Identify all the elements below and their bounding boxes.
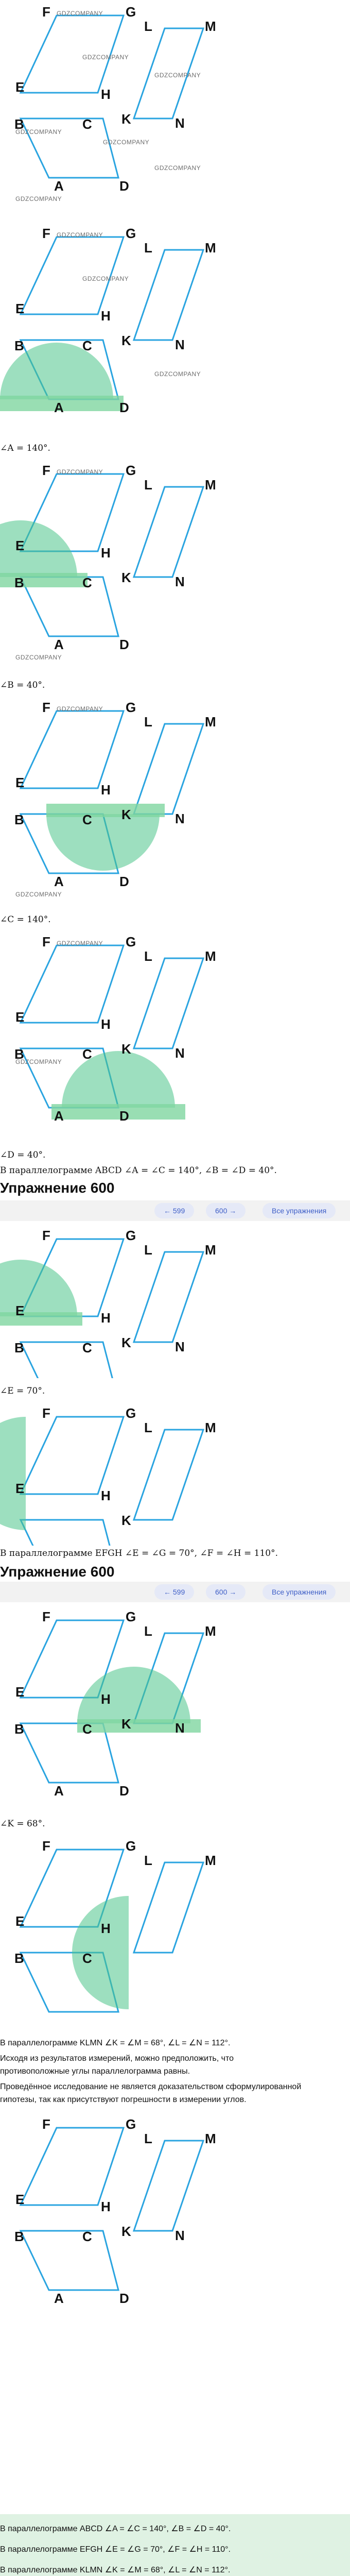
svg-text:L: L [144,2131,152,2146]
svg-text:B: B [14,575,24,590]
svg-text:H: H [101,1016,111,1032]
svg-text:N: N [175,574,185,589]
svg-text:C: C [82,1951,92,1966]
svg-text:M: M [205,240,216,256]
svg-text:GDZCOMPANY: GDZCOMPANY [154,164,201,172]
svg-text:GDZCOMPANY: GDZCOMPANY [15,654,62,661]
svg-text:GDZCOMPANY: GDZCOMPANY [57,468,103,476]
exercise-nav-2 [0,1582,350,1602]
svg-text:G: G [126,934,136,950]
result-angle-D: ∠D = 40°. [0,1150,46,1160]
figure-panel-7 [0,1401,350,1546]
svg-text:D: D [119,1108,129,1124]
svg-text:D: D [119,400,129,415]
figure-panel-5 [0,930,350,1146]
label-N: N [175,115,185,131]
svg-text:B: B [14,2229,24,2244]
svg-text:C: C [82,338,92,353]
svg-text:M: M [205,1623,216,1639]
result-efgh: В параллелограмме EFGH ∠E = ∠G = 70°, ∠F = ∠H = 110°. [0,1548,278,1558]
svg-text:H: H [101,1488,111,1503]
svg-text:C: C [82,575,92,590]
conclusion-line-2: противоположные углы параллелограмма равны. [0,2067,190,2076]
svg-text:M: M [205,2131,216,2146]
svg-text:GDZCOMPANY: GDZCOMPANY [82,54,129,61]
svg-text:E: E [15,1913,25,1929]
exercise-header: Упражнение 600 [0,1180,115,1196]
next-exercise-button[interactable]: 600 → [206,1203,246,1218]
exercise-nav [0,1200,350,1221]
svg-text:K: K [121,570,131,585]
svg-text:L: L [144,477,152,493]
conclusion-line-3: Проведённое исследование не является доказательством сформулированной [0,2082,302,2091]
svg-text:E: E [15,301,25,316]
svg-text:E: E [15,2192,25,2207]
all-exercises-button[interactable]: Все упражнения [262,1203,336,1218]
svg-text:B: B [14,1046,24,1062]
svg-text:GDZCOMPANY: GDZCOMPANY [57,10,103,17]
conclusion-line-1: Исходя из результатов измерений, можно предположить, что [0,2054,234,2063]
svg-text:G: G [126,2116,136,2132]
svg-text:H: H [101,1921,111,1936]
svg-text:E: E [15,775,25,790]
svg-text:E: E [15,1481,25,1496]
all-exercises-button-2[interactable]: Все упражнения [262,1584,336,1600]
svg-text:L: L [144,1420,152,1435]
svg-text:B: B [14,812,24,827]
svg-text:M: M [205,1853,216,1868]
svg-text:F: F [42,226,50,241]
summary-efgh: В параллелограмме EFGH ∠E = ∠G = 70°, ∠F = ∠H = 110°. [0,2545,231,2554]
svg-text:N: N [175,811,185,826]
figure-panel-6 [0,1224,350,1378]
svg-text:D: D [119,2291,129,2306]
svg-text:GDZCOMPANY: GDZCOMPANY [15,195,62,202]
exercise-header-2: Упражнение 600 [0,1564,115,1580]
svg-text:A: A [54,400,64,415]
svg-text:F: F [42,934,50,950]
svg-text:L: L [144,1623,152,1639]
label-H: H [101,87,111,102]
svg-text:E: E [15,1684,25,1700]
result-klmn: В параллелограмме KLMN ∠K = ∠M = 68°, ∠L = ∠N = 112°. [0,2039,231,2047]
label-L: L [144,19,152,34]
svg-text:G: G [126,700,136,715]
svg-text:M: M [205,1420,216,1435]
svg-text:K: K [121,1513,131,1528]
summary-box [0,2514,350,2576]
label-M: M [205,19,216,34]
prev-exercise-button[interactable]: ← 599 [154,1203,194,1218]
figure-panel-8 [0,1605,350,1811]
summary-klmn: В параллелограмме KLMN ∠K = ∠M = 68°, ∠L = ∠N = 112°. [0,2566,231,2574]
label-B: B [14,116,24,132]
figure-panel-4 [0,696,350,912]
svg-text:L: L [144,1853,152,1868]
label-E: E [15,79,25,95]
svg-text:C: C [82,1721,92,1737]
svg-text:GDZCOMPANY: GDZCOMPANY [57,705,103,713]
figure-panel-2 [0,222,350,438]
svg-text:K: K [121,2224,131,2239]
svg-text:H: H [101,545,111,561]
svg-text:N: N [175,1045,185,1061]
result-angle-C: ∠C = 140°. [0,914,51,925]
svg-text:B: B [14,1340,24,1355]
svg-text:H: H [101,1691,111,1707]
figure-panel-10 [0,2112,350,2329]
svg-text:L: L [144,1242,152,1258]
svg-text:G: G [126,463,136,478]
svg-text:D: D [119,1783,129,1799]
figure-panel-1 [0,0,350,216]
svg-text:B: B [14,1951,24,1966]
svg-text:B: B [14,338,24,353]
svg-text:M: M [205,1242,216,1258]
svg-text:N: N [175,2228,185,2243]
svg-text:A: A [54,874,64,889]
svg-text:H: H [101,2199,111,2214]
svg-text:A: A [54,2291,64,2306]
prev-exercise-button-2[interactable]: ← 599 [154,1584,194,1600]
result-angle-E: ∠E = 70°. [0,1386,45,1396]
svg-text:N: N [175,337,185,352]
svg-text:F: F [42,2116,50,2132]
svg-text:C: C [82,812,92,827]
svg-text:GDZCOMPANY: GDZCOMPANY [15,128,62,135]
svg-text:G: G [126,1838,136,1854]
svg-text:C: C [82,1340,92,1355]
svg-text:GDZCOMPANY: GDZCOMPANY [15,1058,62,1065]
svg-text:G: G [126,226,136,241]
svg-text:A: A [54,1783,64,1799]
result-angle-A: ∠A = 140°. [0,443,50,453]
svg-text:F: F [42,700,50,715]
svg-text:H: H [101,782,111,798]
svg-text:N: N [175,1339,185,1354]
svg-text:E: E [15,1303,25,1318]
label-C: C [82,116,92,132]
svg-text:K: K [121,1716,131,1732]
svg-text:H: H [101,308,111,324]
label-G: G [126,4,136,20]
svg-text:G: G [126,1228,136,1243]
svg-text:G: G [126,1405,136,1421]
label-K: K [121,111,131,127]
svg-text:M: M [205,948,216,964]
label-F: F [42,4,50,20]
label-A: A [54,178,64,194]
svg-text:GDZCOMPANY: GDZCOMPANY [82,275,129,282]
result-angle-B: ∠B = 40°. [0,680,45,690]
svg-text:H: H [101,1310,111,1326]
svg-text:F: F [42,1405,50,1421]
next-exercise-button-2[interactable]: 600 → [206,1584,246,1600]
svg-text:F: F [42,463,50,478]
svg-text:D: D [119,874,129,889]
figure-panel-9 [0,1834,350,2040]
figure-panel-3 [0,459,350,675]
conclusion-line-4: гипотезы, так как присутствуют погрешности в измерении углов. [0,2095,247,2104]
svg-text:GDZCOMPANY: GDZCOMPANY [57,940,103,947]
label-D: D [119,178,129,194]
svg-text:A: A [54,637,64,652]
svg-text:A: A [54,1108,64,1124]
svg-text:G: G [126,1609,136,1624]
svg-text:L: L [144,948,152,964]
svg-text:GDZCOMPANY: GDZCOMPANY [103,139,150,146]
svg-text:N: N [175,1720,185,1736]
svg-text:GDZCOMPANY: GDZCOMPANY [154,72,201,79]
svg-text:GDZCOMPANY: GDZCOMPANY [57,231,103,239]
svg-text:B: B [14,1721,24,1737]
svg-text:C: C [82,2229,92,2244]
svg-text:E: E [15,538,25,553]
svg-text:GDZCOMPANY: GDZCOMPANY [15,891,62,898]
svg-text:GDZCOMPANY: GDZCOMPANY [154,370,201,378]
svg-text:E: E [15,1009,25,1025]
svg-text:M: M [205,714,216,730]
result-abcd: В параллелограмме ABCD ∠A = ∠C = 140°, ∠B = ∠D = 40°. [0,1165,277,1176]
svg-text:L: L [144,714,152,730]
svg-text:F: F [42,1228,50,1243]
svg-text:M: M [205,477,216,493]
svg-text:K: K [121,1335,131,1350]
svg-text:F: F [42,1838,50,1854]
svg-text:K: K [121,333,131,348]
svg-text:L: L [144,240,152,256]
svg-text:D: D [119,637,129,652]
svg-text:K: K [121,807,131,822]
summary-abcd: В параллелограмме ABCD ∠A = ∠C = 140°, ∠B = ∠D = 40°. [0,2524,231,2533]
result-angle-K: ∠K = 68°. [0,1819,45,1829]
svg-text:C: C [82,1046,92,1062]
svg-text:K: K [121,1041,131,1057]
svg-text:F: F [42,1609,50,1624]
